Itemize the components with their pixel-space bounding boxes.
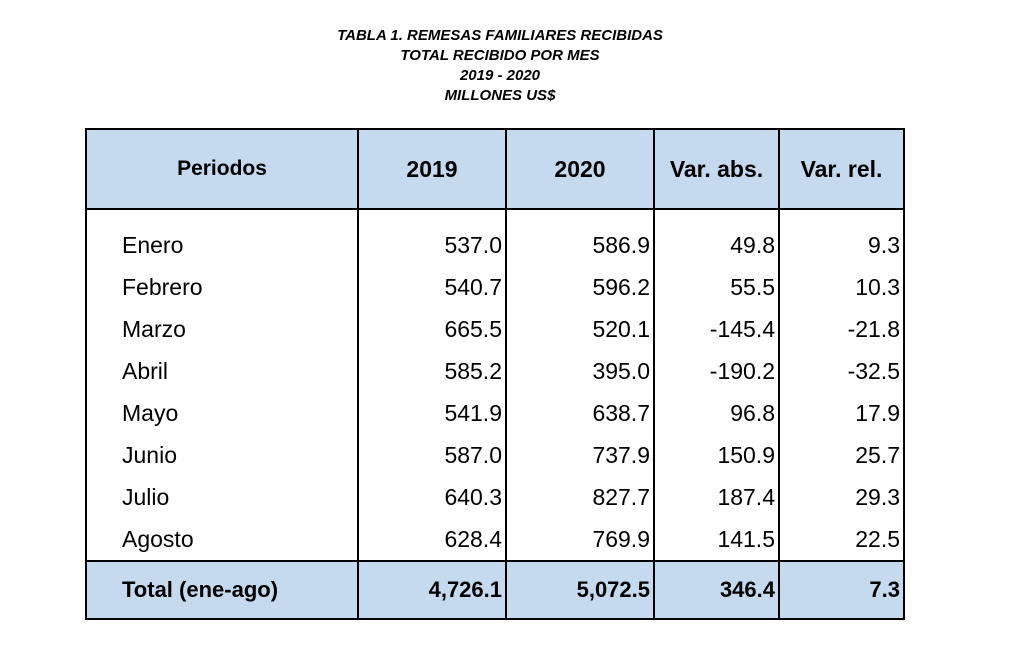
- var-rel: 29.3: [779, 476, 904, 518]
- var-rel: -21.8: [779, 308, 904, 350]
- var-rel: -32.5: [779, 350, 904, 392]
- value-2019: 665.5: [358, 308, 506, 350]
- month-label: Agosto: [86, 518, 358, 561]
- value-2019: 537.0: [358, 209, 506, 266]
- value-2020: 769.9: [506, 518, 654, 561]
- header-var-abs: Var. abs.: [654, 129, 779, 209]
- total-2019: 4,726.1: [358, 561, 506, 619]
- var-abs: 150.9: [654, 434, 779, 476]
- total-var-rel: 7.3: [779, 561, 904, 619]
- value-2020: 395.0: [506, 350, 654, 392]
- table-row: [86, 476, 904, 518]
- table-subtitle: TOTAL RECIBIDO POR MES: [400, 47, 600, 64]
- month-label: Junio: [86, 434, 358, 476]
- month-label: Enero: [86, 209, 358, 266]
- value-2020: 638.7: [506, 392, 654, 434]
- table-title: TABLA 1. REMESAS FAMILIARES RECIBIDAS: [337, 27, 663, 44]
- table-period: 2019 - 2020: [459, 67, 541, 84]
- month-label: Julio: [86, 476, 358, 518]
- table-row: [86, 266, 904, 308]
- value-2019: 640.3: [358, 476, 506, 518]
- value-2020: 737.9: [506, 434, 654, 476]
- header-2019: 2019: [358, 129, 506, 209]
- value-2020: 596.2: [506, 266, 654, 308]
- value-2019: 585.2: [358, 350, 506, 392]
- var-rel: 10.3: [779, 266, 904, 308]
- header-periodos: Periodos: [86, 129, 358, 209]
- total-var-abs: 346.4: [654, 561, 779, 619]
- var-abs: 49.8: [654, 209, 779, 266]
- value-2020: 586.9: [506, 209, 654, 266]
- var-abs: 141.5: [654, 518, 779, 561]
- table-title-block: [0, 26, 1000, 106]
- table-row: [86, 518, 904, 561]
- remittances-table: [85, 128, 905, 620]
- header-2020: 2020: [506, 129, 654, 209]
- month-label: Febrero: [86, 266, 358, 308]
- total-row: [86, 561, 904, 619]
- month-label: Marzo: [86, 308, 358, 350]
- table-row: [86, 434, 904, 476]
- var-abs: -145.4: [654, 308, 779, 350]
- table-units: MILLONES US$: [444, 87, 556, 104]
- var-abs: 55.5: [654, 266, 779, 308]
- value-2019: 540.7: [358, 266, 506, 308]
- var-rel: 22.5: [779, 518, 904, 561]
- header-row: [86, 129, 904, 209]
- value-2019: 628.4: [358, 518, 506, 561]
- total-label: Total (ene-ago): [86, 561, 358, 619]
- var-abs: -190.2: [654, 350, 779, 392]
- value-2019: 587.0: [358, 434, 506, 476]
- var-rel: 9.3: [779, 209, 904, 266]
- var-rel: 17.9: [779, 392, 904, 434]
- table-row: [86, 209, 904, 266]
- header-var-rel: Var. rel.: [779, 129, 904, 209]
- value-2020: 520.1: [506, 308, 654, 350]
- month-label: Mayo: [86, 392, 358, 434]
- table-row: [86, 308, 904, 350]
- var-abs: 96.8: [654, 392, 779, 434]
- total-2020: 5,072.5: [506, 561, 654, 619]
- month-label: Abril: [86, 350, 358, 392]
- value-2020: 827.7: [506, 476, 654, 518]
- var-abs: 187.4: [654, 476, 779, 518]
- value-2019: 541.9: [358, 392, 506, 434]
- var-rel: 25.7: [779, 434, 904, 476]
- table-row: [86, 392, 904, 434]
- table-row: [86, 350, 904, 392]
